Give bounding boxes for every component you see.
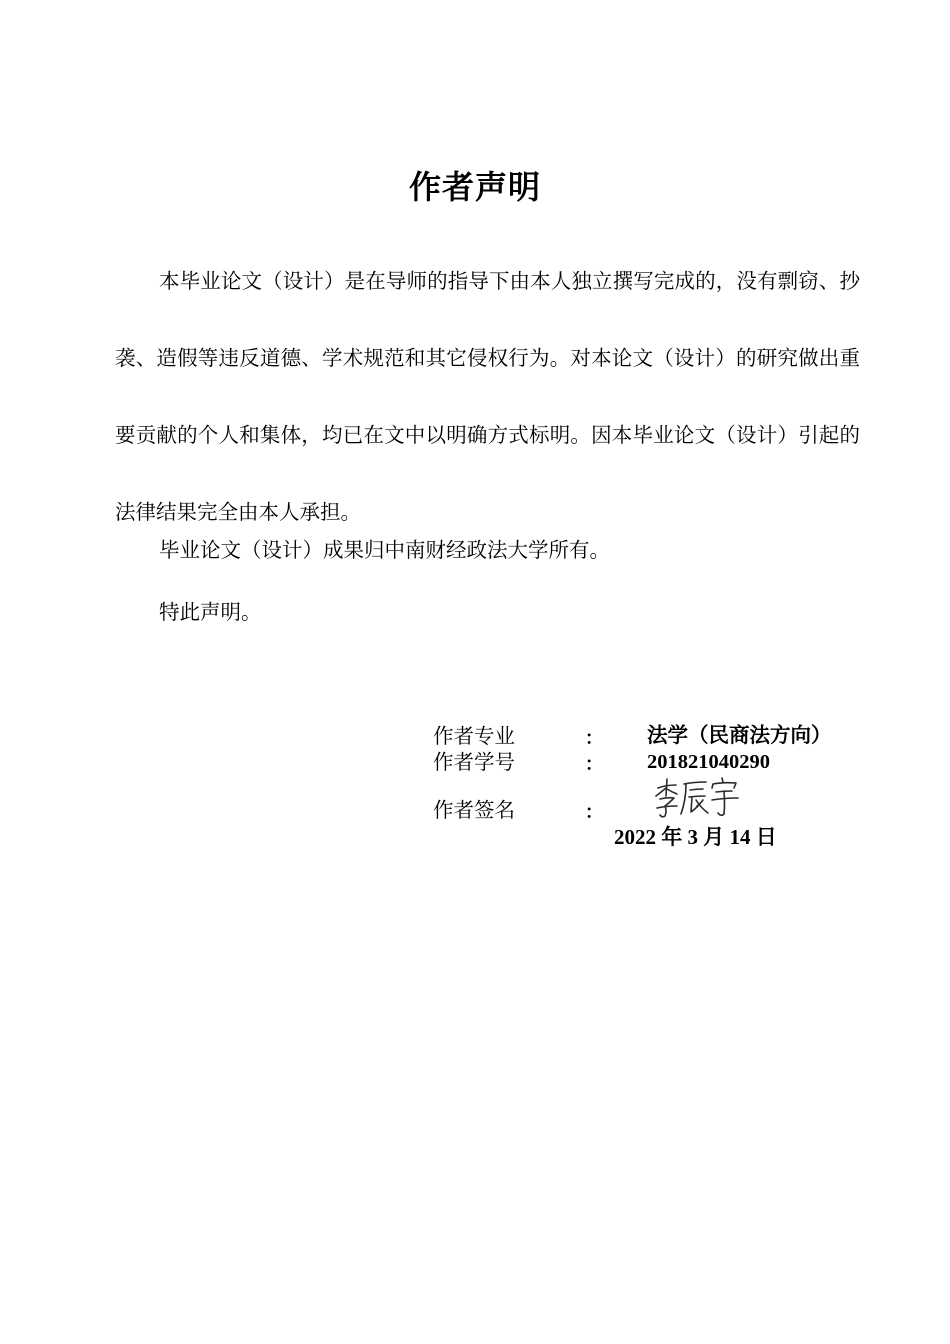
ownership-paragraph: 毕业论文（设计）成果归中南财经政法大学所有。 xyxy=(159,538,610,562)
signature-label: 作者签名 xyxy=(433,798,515,822)
major-value: 法学（民商法方向） xyxy=(647,725,832,747)
major-colon: ： xyxy=(585,728,603,749)
signature-date: 2022 年 3 月 14 日 xyxy=(614,825,777,849)
student-id-value: 201821040290 xyxy=(647,751,770,773)
signature-colon: ： xyxy=(585,802,603,823)
declaration-paragraph: 本毕业论文（设计）是在导师的指导下由本人独立撰写完成的，没有剽窃、抄袭、造假等违反道德、学术规范和其它侵权行为。对本论文（设计）的研究做出重要贡献的个人和集体，均已在文中以明确方式标明。因本毕业论文（设计）引起的法律结果完全由本人承担。 xyxy=(115,269,860,524)
student-id-colon: ： xyxy=(585,754,603,775)
document-title: 作者声明 xyxy=(408,168,541,206)
handwritten-signature xyxy=(652,776,742,820)
closing-paragraph: 特此声明。 xyxy=(159,600,262,624)
student-id-label: 作者学号 xyxy=(433,750,515,774)
major-label: 作者专业 xyxy=(433,724,515,748)
